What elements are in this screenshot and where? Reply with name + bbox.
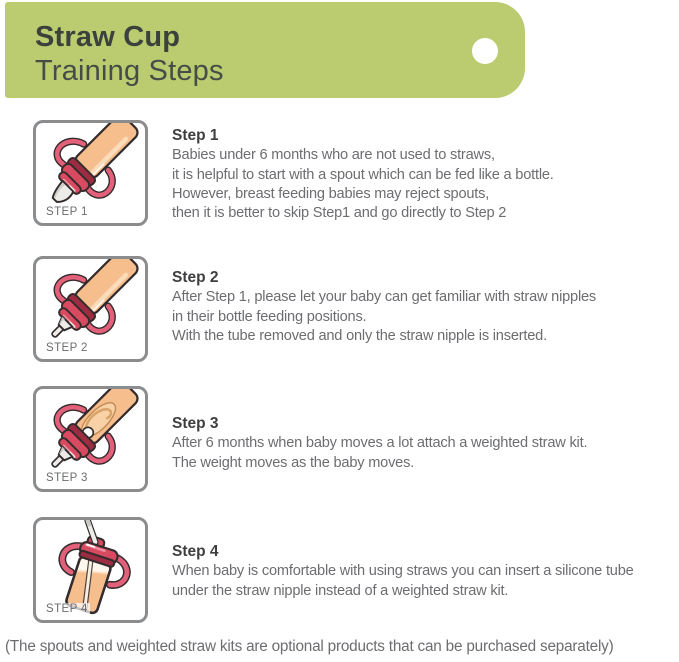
step3-badge: STEP 3 <box>46 472 88 484</box>
step2-text <box>172 268 596 346</box>
step4-text <box>172 542 634 601</box>
step1-heading: Step 1 <box>172 127 219 144</box>
page-title: Straw Cup <box>35 21 181 53</box>
page-subtitle: Training Steps <box>35 55 224 87</box>
step3-illustration-frame <box>33 386 148 492</box>
step4-badge: STEP 4 <box>46 603 88 615</box>
step2-illustration-frame <box>33 256 148 362</box>
step4-illustration-frame <box>33 517 148 623</box>
header-band <box>5 2 525 98</box>
step2-badge: STEP 2 <box>46 342 88 354</box>
step2-line: After Step 1, please let your baby can get familiar with straw nipples <box>172 289 597 306</box>
step1-illustration-frame <box>33 120 148 226</box>
step3-text <box>172 414 587 473</box>
step1-line: then it is better to skip Step1 and go directly to Step 2 <box>172 205 507 222</box>
step1-line: However, breast feeding babies may reject spouts, <box>172 185 490 202</box>
step2-heading: Step 2 <box>172 269 219 286</box>
step3-line: The weight moves as the baby moves. <box>172 454 415 471</box>
step4-line: When baby is comfortable with using straws you can insert a silicone tube <box>172 563 634 580</box>
step2-line: in their bottle feeding positions. <box>172 308 367 325</box>
step1-badge: STEP 1 <box>46 206 88 218</box>
step4-heading: Step 4 <box>172 543 219 560</box>
step1-line: it is helpful to start with a spout which can be fed like a bottle. <box>172 166 554 183</box>
footnote: (The spouts and weighted straw kits are optional products that can be purchased separately) <box>5 638 614 655</box>
step2-line: With the tube removed and only the straw nipple is inserted. <box>172 327 547 344</box>
step1-text <box>172 126 554 223</box>
step4-line: under the straw nipple instead of a weighted straw kit. <box>172 582 509 599</box>
step1-line: Babies under 6 months who are not used to straws, <box>172 147 495 164</box>
step3-heading: Step 3 <box>172 415 219 432</box>
step3-line: After 6 months when baby moves a lot attach a weighted straw kit. <box>172 435 588 452</box>
punch-hole-icon <box>472 38 498 64</box>
